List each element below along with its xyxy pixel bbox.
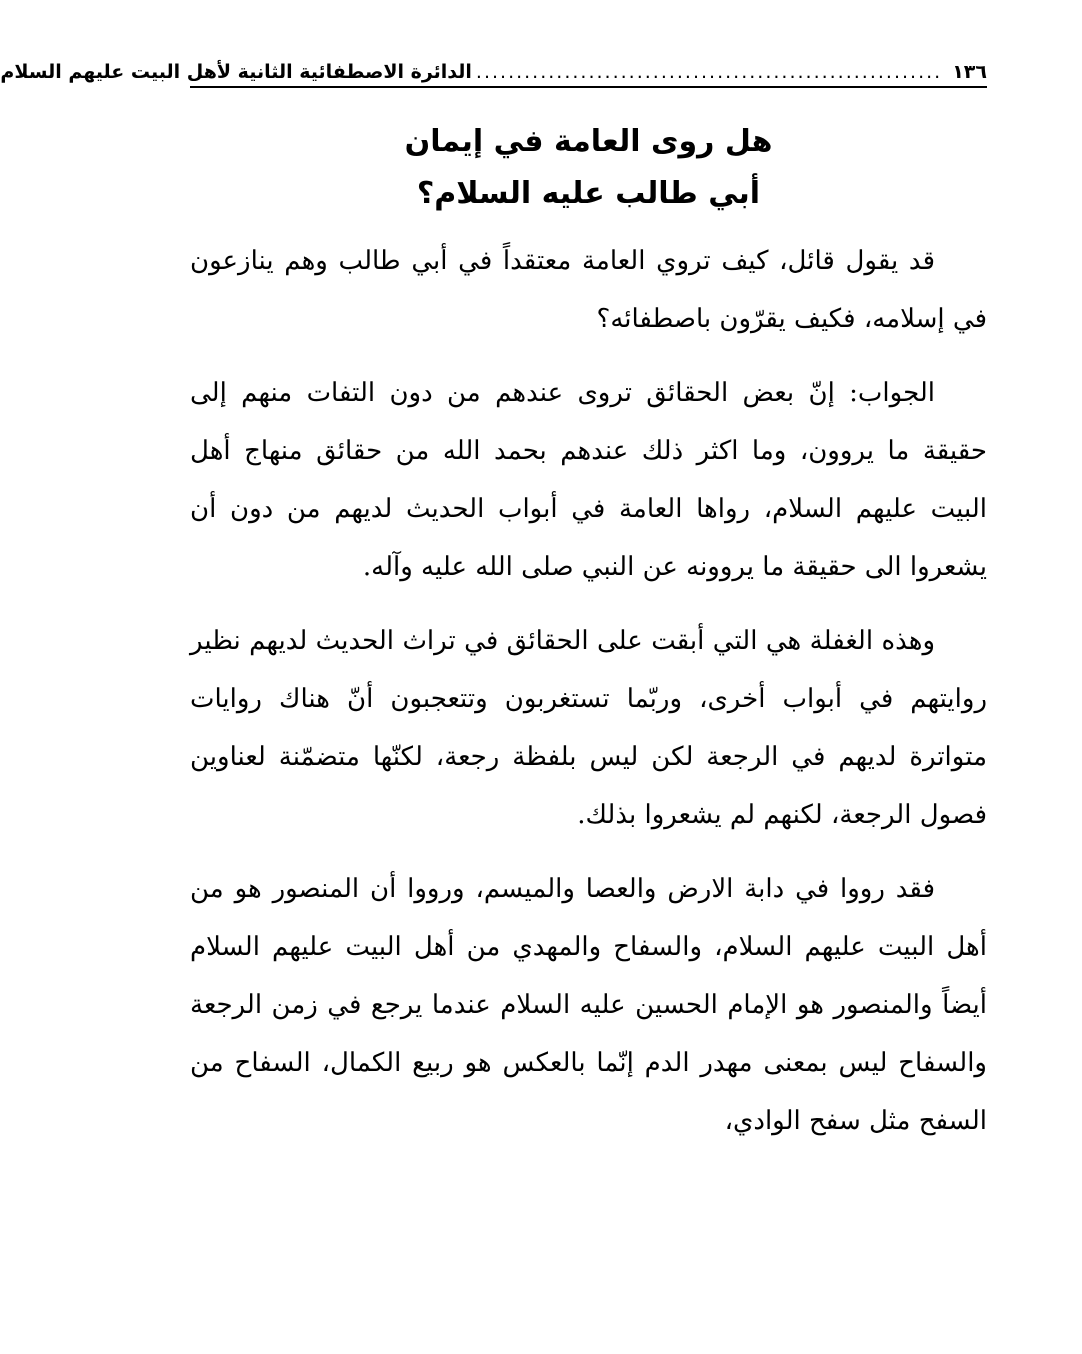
header-divider: [190, 86, 987, 88]
paragraph-narrations: فقد رووا في دابة الارض والعصا والميسم، ورووا أن المنصور هو من أهل البيت عليهم السلام، والسفاح والمهدي من أهل البيت عليهم السلام أيضاً والمنصور هو الإمام الحسين عليه السلام عندما يرجع في زمن الرجعة والسفاح ليس بمعنى مهدر الدم إنّما بالعكس هو ربيع الكمال، السفاح من السفح مثل سفح الوادي،: [190, 874, 987, 1136]
paragraph-answer: الجواب: إنّ بعض الحقائق تروى عندهم من دون التفات منهم إلى حقيقة ما يروون، وما اكثر ذلك عندهم بحمد الله من حقائق منهاج أهل البيت عليهم السلام، رواها العامة في أبواب الحديث لديهم من دون أن يشعروا الى حقيقة ما يروونه عن النبي صلى الله عليه وآله.: [190, 378, 987, 582]
chapter-title-line-2: أبي طالب عليه السلام؟: [416, 176, 761, 211]
paragraph-question: قد يقول قائل، كيف تروي العامة معتقداً في أبي طالب وهم ينازعون في إسلامه، فكيف يقرّون باصطفائه؟: [190, 246, 987, 334]
chapter-title-line-1: هل روى العامة في إيمان: [404, 124, 773, 159]
body-text: [190, 232, 987, 1150]
page-number: ١٣٦: [952, 61, 987, 83]
paragraph-heedlessness: وهذه الغفلة هي التي أبقت على الحقائق في تراث الحديث لديهم نظير روايتهم في أبواب أخرى، وربّما تستغربون وتتعجبون أنّ هناك روايات متواترة لديهم في الرجعة لكن ليس بلفظة رجعة، لكنّها متضمّنة لعناوين فصول الرجعة، لكنهم لم يشعروا بذلك.: [190, 626, 987, 830]
running-header: [0, 50, 987, 84]
chapter-title: [190, 116, 987, 220]
running-title: الدائرة الاصطفائية الثانية لأهل البيت عليهم السلام: [0, 61, 472, 83]
header-leader-dots: ..........................................................: [475, 61, 943, 83]
